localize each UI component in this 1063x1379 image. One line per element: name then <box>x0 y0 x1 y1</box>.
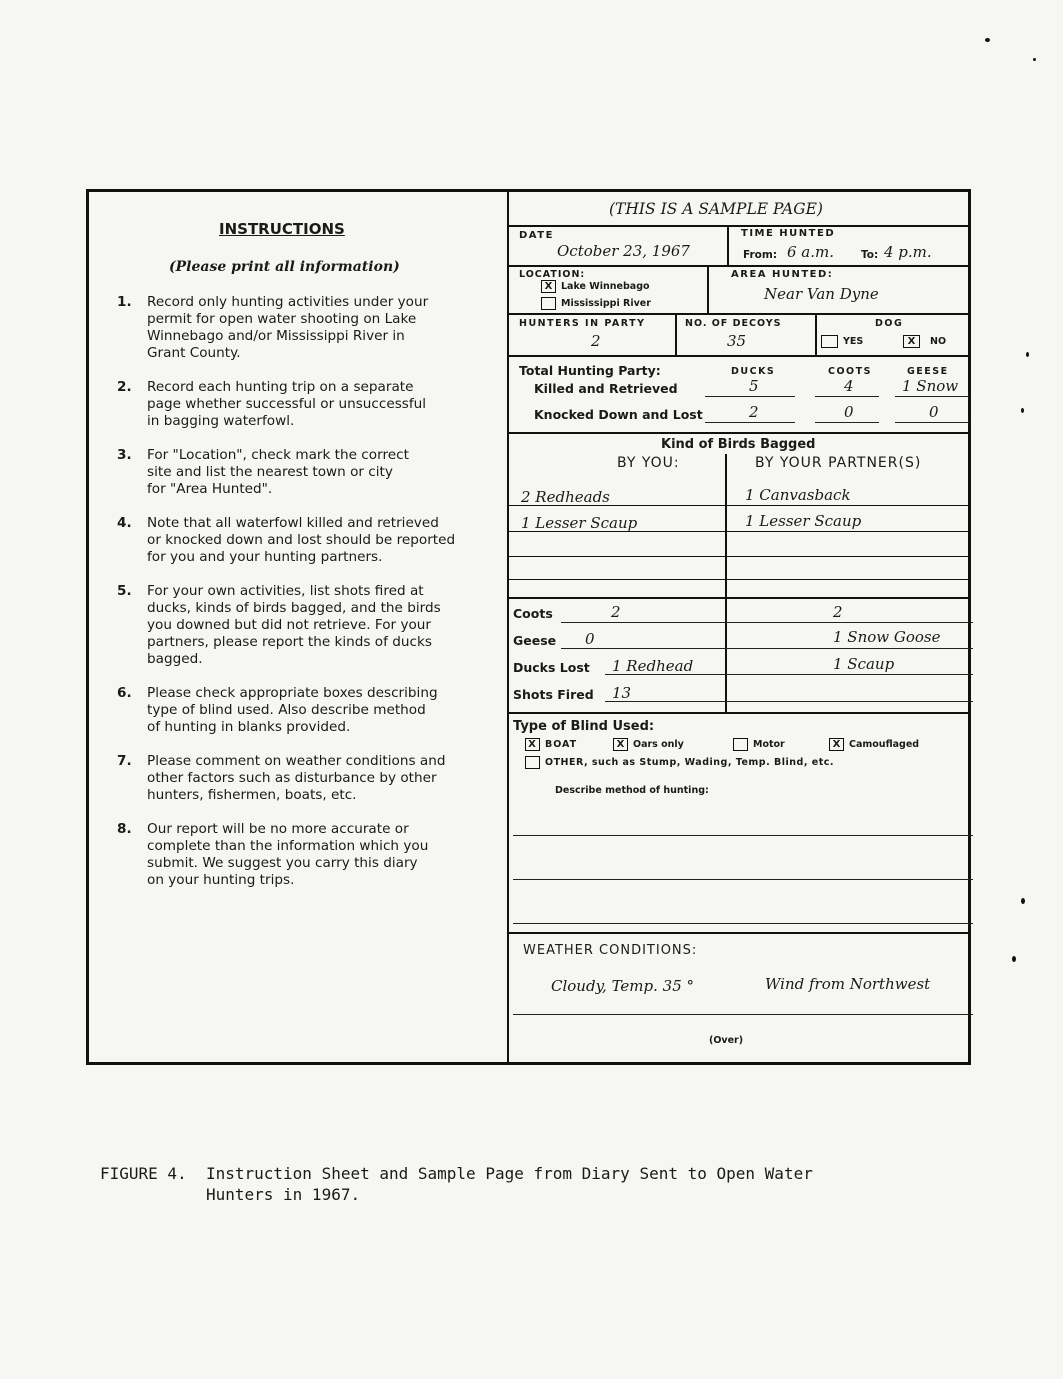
instruction-number: 4. <box>117 515 132 531</box>
scan-speck <box>1012 956 1016 962</box>
by-you-label: BY YOU: <box>617 455 680 471</box>
shots-fired-label: Shots Fired <box>513 687 594 702</box>
geese-partner: 1 Snow Goose <box>833 628 941 646</box>
killed-coots: 4 <box>844 377 854 395</box>
instruction-text: Please comment on weather conditions and other factors such as disturbance by other hunters, fishermen, boats, etc. <box>147 753 446 803</box>
instruction-number: 1. <box>117 294 132 310</box>
method-label: Describe method of hunting: <box>555 785 709 796</box>
dog-yes-checkbox[interactable] <box>821 335 838 348</box>
instruction-text: Please check appropriate boxes describing type of blind used. Also describe method of hunting in blanks provided. <box>147 685 438 735</box>
killed-ducks: 5 <box>749 377 759 395</box>
lost-geese: 0 <box>929 403 939 421</box>
motor-checkbox[interactable] <box>733 738 748 751</box>
shots-fired-you: 13 <box>612 684 632 702</box>
scan-speck <box>1021 898 1025 904</box>
weather-left: Cloudy, Temp. 35 ° <box>551 977 695 995</box>
instructions-subtitle: (Please print all information) <box>169 259 400 275</box>
instruction-text: Record each hunting trip on a separate page whether successful or unsuccessful in bagging waterfowl. <box>147 379 427 429</box>
blind-camouflaged: X Camouflaged <box>829 738 919 751</box>
location-winnebago: X Lake Winnebago <box>541 280 650 293</box>
instruction-item <box>117 821 497 889</box>
weather-label: WEATHER CONDITIONS: <box>523 943 698 958</box>
instruction-number: 3. <box>117 447 132 463</box>
coots-row-label: Coots <box>513 606 553 621</box>
figure-label: FIGURE 4. <box>100 1164 187 1183</box>
instruction-number: 2. <box>117 379 132 395</box>
scan-speck <box>1021 408 1024 413</box>
geese-col-label: GEESE <box>907 366 949 377</box>
instruction-text: Our report will be no more accurate or complete than the information which you submit. We suggest you carry this diary on your hunting trips. <box>147 821 429 888</box>
from-value: 6 a.m. <box>787 243 835 261</box>
camouflaged-checkbox[interactable]: X <box>829 738 844 751</box>
decoys-label: NO. OF DECOYS <box>685 318 782 329</box>
blind-type-label: Type of Blind Used: <box>513 719 655 734</box>
instruction-item <box>117 515 497 566</box>
instruction-item <box>117 379 497 430</box>
sample-page-header: (THIS IS A SAMPLE PAGE) <box>609 200 823 218</box>
ducks-lost-partner: 1 Scaup <box>833 655 895 673</box>
instruction-text: Record only hunting activities under your permit for open water shooting on Lake Winnebago and/or Mississippi River in Grant County. <box>147 294 429 361</box>
dog-no: X NO <box>903 335 946 348</box>
partner-bird-2: 1 Lesser Scaup <box>745 512 862 530</box>
date-value: October 23, 1967 <box>557 242 690 260</box>
instruction-item <box>117 753 497 804</box>
instructions-title: INSTRUCTIONS <box>219 220 345 238</box>
from-label: From: <box>743 249 778 261</box>
instruction-number: 7. <box>117 753 132 769</box>
scan-speck <box>1026 352 1029 357</box>
coots-col-label: COOTS <box>828 366 872 377</box>
time-hunted-label: TIME HUNTED <box>741 228 836 239</box>
dog-yes: YES <box>821 335 863 348</box>
instruction-item <box>117 685 497 736</box>
instruction-number: 8. <box>117 821 132 837</box>
instruction-number: 5. <box>117 583 132 599</box>
killed-geese: 1 Snow <box>902 377 959 395</box>
winnebago-checkbox[interactable]: X <box>541 280 556 293</box>
killed-label: Killed and Retrieved <box>534 381 678 396</box>
instruction-item <box>117 583 497 668</box>
blind-other: OTHER, such as Stump, Wading, Temp. Blind, etc. <box>525 756 834 769</box>
hunters-label: HUNTERS IN PARTY <box>519 318 646 329</box>
instructions-list <box>117 294 497 906</box>
geese-you: 0 <box>585 630 595 648</box>
date-label: DATE <box>519 230 554 241</box>
blind-boat: X BOAT <box>525 738 577 751</box>
ducks-col-label: DUCKS <box>731 366 776 377</box>
figure-caption-text: Instruction Sheet and Sample Page from Diary Sent to Open Water Hunters in 1967. <box>205 1164 813 1204</box>
by-partner-label: BY YOUR PARTNER(S) <box>755 455 922 471</box>
diary-figure-frame <box>86 189 971 1065</box>
area-hunted-label: AREA HUNTED: <box>731 269 834 280</box>
over-label: (Over) <box>709 1035 744 1046</box>
scan-speck <box>985 38 990 42</box>
party-label: Total Hunting Party: <box>519 363 661 378</box>
decoys-value: 35 <box>727 332 747 350</box>
instruction-text: Note that all waterfowl killed and retrieved or knocked down and lost should be reported for you and your hunting partners. <box>147 515 456 565</box>
geese-row-label: Geese <box>513 633 557 648</box>
blind-oars: X Oars only <box>613 738 684 751</box>
other-checkbox[interactable] <box>525 756 540 769</box>
coots-partner: 2 <box>833 603 843 621</box>
instruction-text: For "Location", check mark the correct site and list the nearest town or city for "Area Hunted". <box>147 447 409 497</box>
you-bird-1: 2 Redheads <box>521 488 610 506</box>
instruction-number: 6. <box>117 685 132 701</box>
mississippi-checkbox[interactable] <box>541 297 556 310</box>
figure-caption <box>100 1163 813 1205</box>
lost-label: Knocked Down and Lost <box>534 407 703 422</box>
lost-ducks: 2 <box>749 403 759 421</box>
dog-no-checkbox[interactable]: X <box>903 335 920 348</box>
location-mississippi: Mississippi River <box>541 297 651 310</box>
oars-checkbox[interactable]: X <box>613 738 628 751</box>
dog-label: DOG <box>875 318 904 329</box>
lost-coots: 0 <box>844 403 854 421</box>
to-label: To: <box>861 249 879 261</box>
hunters-value: 2 <box>591 332 601 350</box>
location-label: LOCATION: <box>519 269 586 280</box>
ducks-lost-label: Ducks Lost <box>513 660 590 675</box>
partner-bird-1: 1 Canvasback <box>745 486 851 504</box>
weather-right: Wind from Northwest <box>765 975 931 993</box>
sample-form <box>507 192 971 1062</box>
you-bird-2: 1 Lesser Scaup <box>521 514 638 532</box>
to-value: 4 p.m. <box>884 243 932 261</box>
ducks-lost-you: 1 Redhead <box>612 657 694 675</box>
instruction-item <box>117 294 497 362</box>
boat-checkbox[interactable]: X <box>525 738 540 751</box>
scan-speck <box>1033 58 1036 61</box>
area-hunted-value: Near Van Dyne <box>764 285 879 303</box>
coots-you: 2 <box>611 603 621 621</box>
instruction-item <box>117 447 497 498</box>
kind-of-birds-label: Kind of Birds Bagged <box>661 437 816 452</box>
instruction-text: For your own activities, list shots fired at ducks, kinds of birds bagged, and the birds you downed but did not retrieve. For your partners, please report the kinds of ducks bagged. <box>147 583 441 667</box>
blind-motor: Motor <box>733 738 785 751</box>
